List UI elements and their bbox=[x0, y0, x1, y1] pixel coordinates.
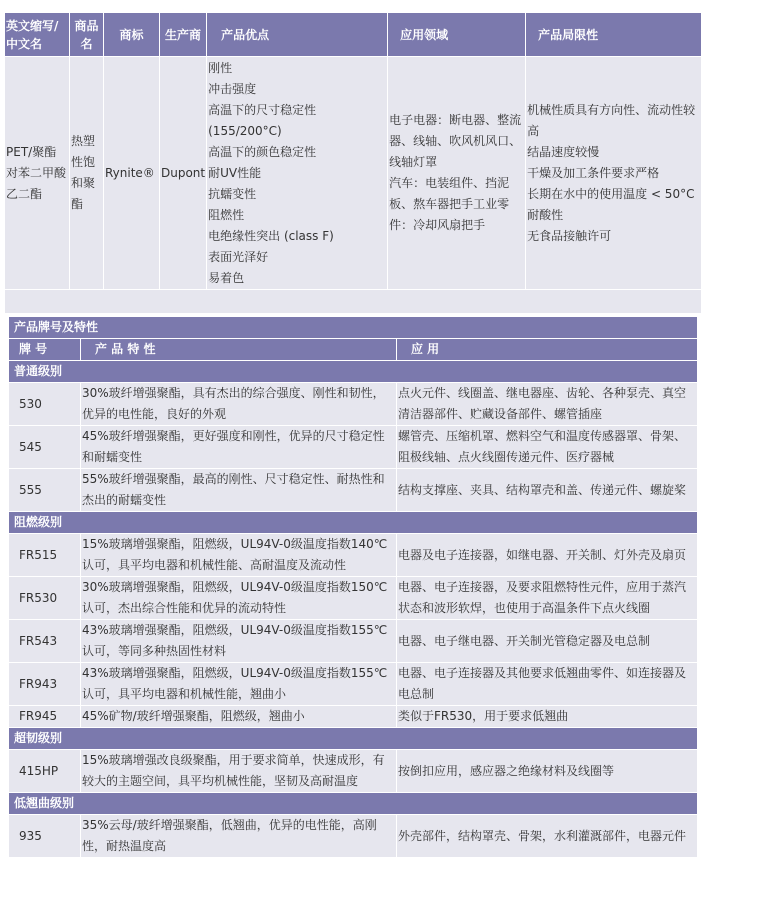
table-row bbox=[9, 469, 697, 511]
app-cell: 螺管壳、压缩机罩、燃料空气和温度传感器罩、骨架、阻极线轴、点火线圈传递元件、医疗器械 bbox=[397, 426, 697, 468]
grade-cell: 555 bbox=[9, 469, 80, 511]
col-header-grade: 牌 号 bbox=[19, 342, 48, 356]
col-header-advantages: 产品优点 bbox=[221, 27, 270, 42]
app-cell: 电器、电子继电器、开关制光管稳定器及电总制 bbox=[397, 620, 697, 662]
grades-title-row bbox=[9, 317, 697, 338]
props-cell: 45%矿物/玻纤增强聚酯，阻燃级，翘曲小 bbox=[81, 706, 396, 727]
props-cell: 55%玻纤增强聚酯，最高的刚性、尺寸稳定性、耐热性和杰出的耐蠕变性 bbox=[81, 469, 396, 511]
grade-cell: 545 bbox=[9, 426, 80, 468]
props-cell: 43%玻璃增强聚酯，阻燃级，UL94V-0级温度指数155℃认可，具平均电器和机械性能，翘曲小 bbox=[81, 663, 396, 705]
props-cell: 15%玻璃增强聚酯，阻燃级，UL94V-0级温度指数140℃认可，具平均电器和机械性能、高耐温度及流动性 bbox=[81, 534, 396, 576]
advantages-list bbox=[208, 58, 386, 289]
grade-cell: FR515 bbox=[9, 534, 80, 576]
list-line: 长期在水中的使用温度 < 50°C bbox=[527, 186, 695, 201]
list-line: 刚性 bbox=[208, 60, 233, 75]
product-info-table bbox=[4, 12, 702, 314]
applications-cell bbox=[388, 57, 525, 289]
col-header-maker: 生产商 bbox=[165, 27, 202, 42]
table-row bbox=[9, 426, 697, 468]
list-line: 表面光泽好 bbox=[208, 249, 269, 264]
grade-cell: 415HP bbox=[9, 750, 80, 792]
list-line: 高温下的尺寸稳定性 bbox=[208, 102, 317, 117]
list-line: 机械性质具有方向性、流动性较高 bbox=[527, 102, 696, 138]
grades-title: 产品牌号及特性 bbox=[9, 317, 697, 338]
list-line: 无食品接触许可 bbox=[527, 228, 612, 243]
list-line: 耐酸性 bbox=[527, 207, 564, 222]
list-line: 冲击强度 bbox=[208, 81, 257, 96]
section-row bbox=[9, 793, 697, 814]
table-row bbox=[9, 620, 697, 662]
props-cell: 30%玻纤增强聚酯，具有杰出的综合强度、刚性和韧性，优异的电性能，良好的外观 bbox=[81, 383, 396, 425]
grade-cell: FR943 bbox=[9, 663, 80, 705]
grade-cell: FR945 bbox=[9, 706, 80, 727]
section-label: 阻燃级别 bbox=[9, 512, 697, 533]
table-row bbox=[9, 534, 697, 576]
grade-cell: FR530 bbox=[9, 577, 80, 619]
app-cell: 按倒扣应用，感应器之绝缘材料及线圈等 bbox=[397, 750, 697, 792]
list-line: 汽车：电装组件、挡泥板、熬车器把手工业零件：冷却风扇把手 bbox=[389, 176, 510, 232]
table-row bbox=[9, 815, 697, 857]
props-cell: 43%玻璃增强聚酯，阻燃级，UL94V-0级温度指数155℃认可，等同多种热固性材料 bbox=[81, 620, 396, 662]
table-row bbox=[9, 706, 697, 727]
section-label: 超韧级别 bbox=[9, 728, 697, 749]
grades-header-row bbox=[9, 339, 697, 360]
spacer-cell bbox=[5, 290, 701, 313]
list-line: 耐UV性能 bbox=[208, 165, 262, 180]
spacer-row bbox=[5, 290, 701, 313]
grade-cell: 530 bbox=[9, 383, 80, 425]
table-row bbox=[9, 750, 697, 792]
col-header-props: 产 品 特 性 bbox=[95, 342, 156, 356]
maker-cell: Dupont bbox=[160, 57, 206, 289]
list-line: 易着色 bbox=[208, 270, 245, 285]
section-row bbox=[9, 728, 697, 749]
abbr-cell: PET/聚酯对苯二甲酸乙二酯 bbox=[5, 57, 69, 289]
app-cell: 类似于FR530，用于要求低翘曲 bbox=[397, 706, 697, 727]
list-line: 电子电器：断电器、整流器、线轴、吹风机风口、线轴灯罩 bbox=[389, 113, 522, 169]
props-cell: 30%玻璃增强聚酯，阻燃级，UL94V-0级温度指数150℃认可，杰出综合性能和优异的流动特性 bbox=[81, 577, 396, 619]
grade-cell: FR543 bbox=[9, 620, 80, 662]
props-cell: 45%玻纤增强聚酯，更好强度和刚性，优异的尺寸稳定性和耐蠕变性 bbox=[81, 426, 396, 468]
section-row bbox=[9, 361, 697, 382]
app-cell: 点火元件、线圈盖、继电器座、齿轮、各种泵壳、真空清洁器部件、贮藏设备部件、螺管插座 bbox=[397, 383, 697, 425]
brand-cell: Rynite® bbox=[104, 57, 159, 289]
list-line: 电绝缘性突出 (class F) bbox=[208, 228, 334, 243]
app-cell: 电器、电子连接器，及要求阻燃特性元件，应用于蒸汽状态和波形软焊，也使用于高温条件下点火线圈 bbox=[397, 577, 697, 619]
advantages-cell bbox=[207, 57, 387, 289]
app-cell: 电器、电子连接器及其他要求低翘曲零件、如连接器及电总制 bbox=[397, 663, 697, 705]
app-cell: 电器及电子连接器，如继电器、开关制、灯外壳及扇页 bbox=[397, 534, 697, 576]
list-line: 干燥及加工条件要求严格 bbox=[527, 165, 660, 180]
section-label: 低翘曲级别 bbox=[9, 793, 697, 814]
col-header-abbr: 英文缩写/中文名 bbox=[6, 18, 59, 51]
table-row bbox=[9, 383, 697, 425]
props-cell: 15%玻璃增强改良级聚酯，用于要求简单，快速成形，有较大的主题空间，具平均机械性能，坚韧及高耐温度 bbox=[81, 750, 396, 792]
app-cell: 结构支撑座、夹具、结构罩壳和盖、传递元件、螺旋桨 bbox=[397, 469, 697, 511]
applications-list bbox=[389, 110, 524, 236]
limitations-cell bbox=[526, 57, 701, 289]
grade-cell: 935 bbox=[9, 815, 80, 857]
col-header-name: 商品名 bbox=[74, 18, 99, 51]
grades-table bbox=[8, 316, 698, 858]
name-cell: 热塑性饱和聚酯 bbox=[70, 57, 103, 289]
list-line: 阻燃性 bbox=[208, 207, 245, 222]
list-line: (155/200°C) bbox=[208, 123, 282, 138]
list-line: 结晶速度较慢 bbox=[527, 144, 600, 159]
section-label: 普通级别 bbox=[9, 361, 697, 382]
props-cell: 35%云母/玻纤增强聚酯，低翘曲，优异的电性能，高刚性，耐热温度高 bbox=[81, 815, 396, 857]
list-line: 抗蠕变性 bbox=[208, 186, 257, 201]
col-header-brand: 商标 bbox=[119, 27, 144, 42]
col-header-applications: 应用领域 bbox=[400, 27, 449, 42]
col-header-app: 应 用 bbox=[411, 342, 440, 356]
info-header-row bbox=[5, 13, 701, 56]
section-row bbox=[9, 512, 697, 533]
table-row bbox=[9, 577, 697, 619]
col-header-limitations: 产品局限性 bbox=[538, 27, 599, 42]
info-data-row bbox=[5, 57, 701, 289]
app-cell: 外壳部件，结构罩壳、骨架，水利灌溉部件，电器元件 bbox=[397, 815, 697, 857]
limitations-list bbox=[527, 100, 700, 247]
list-line: 高温下的颜色稳定性 bbox=[208, 144, 317, 159]
table-row bbox=[9, 663, 697, 705]
